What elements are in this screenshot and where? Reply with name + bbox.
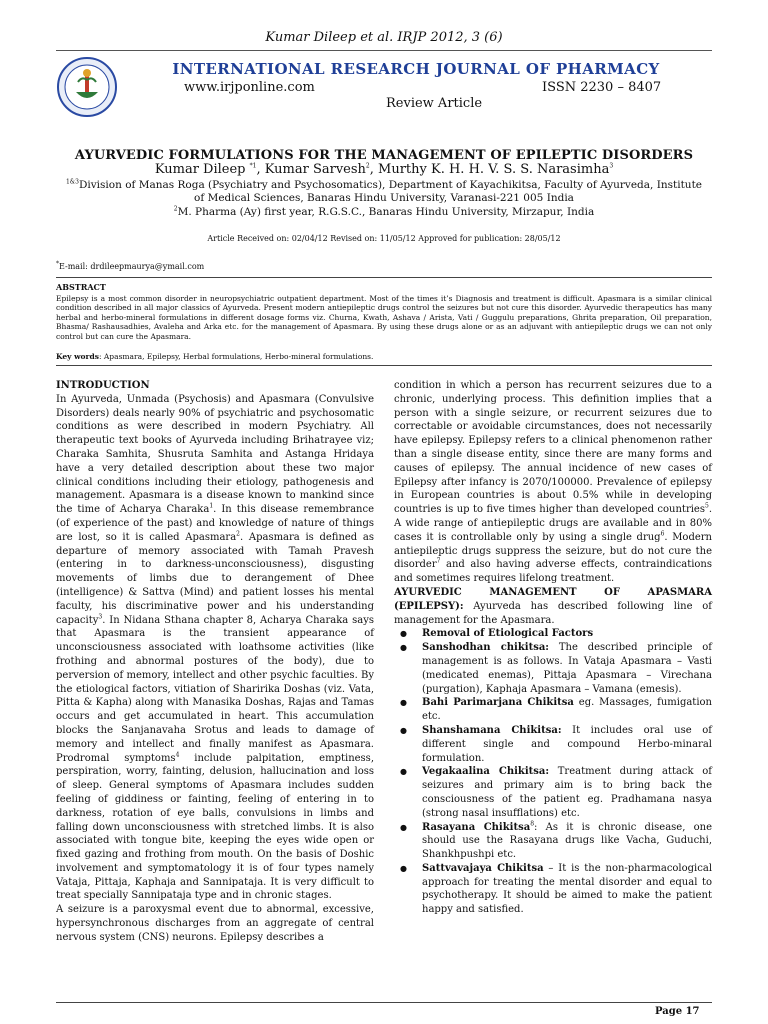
intro-p3-text-d: and also having adverse effects, contraindications and sometimes requires lifelong treatment.	[394, 559, 712, 585]
header-rule	[56, 50, 712, 51]
article-type: Review Article	[386, 96, 483, 111]
intro-paragraph-1	[56, 393, 374, 903]
ref-6: 6	[660, 530, 665, 538]
journal-title: INTERNATIONAL RESEARCH JOURNAL OF PHARMACY	[172, 60, 660, 78]
intro-paragraph-2: A seizure is a paroxysmal event due to abnormal, excessive, hypersynchronous discharges from an aggregate of central nervous system (CNS) neurons. Epilepsy describes a	[56, 904, 374, 943]
keywords-label: Key words	[56, 352, 99, 361]
management-heading: AYURVEDIC MANAGEMENT OF APASMARA (EPILEPSY):	[394, 586, 712, 612]
intro-p3-text-c: . Modern antiepileptic drugs suppress the seizure, but do not cure the disorder	[394, 531, 712, 571]
intro-p1-text-b: . In this disease remembrance (of experience of the past) and knowledge of nature of things are lost, so it is called Apasmara	[56, 504, 374, 543]
email-marker: *	[56, 260, 59, 268]
article-dates: Article Received on: 02/04/12 Revised on: 11/05/12 Approved for publication: 28/05/12	[207, 234, 561, 243]
list-item-label: Vegakaalina Chikitsa:	[422, 766, 550, 778]
list-item-label: Shanshamana Chikitsa:	[422, 724, 562, 736]
running-head: Kumar Dileep et al. IRJP 2012, 3 (6)	[265, 30, 503, 45]
intro-paragraph-3	[394, 379, 712, 586]
abstract-bottom-rule	[56, 365, 712, 366]
affiliation-1	[60, 179, 708, 205]
list-item-ref: 8	[530, 820, 535, 828]
journal-issn: ISSN 2230 – 8407	[542, 80, 662, 95]
list-item-label: Sattvavajaya Chikitsa	[422, 862, 544, 874]
author-2: , Kumar Sarvesh	[256, 162, 366, 177]
list-item	[394, 765, 712, 820]
intro-p1-text-a: In Ayurveda, Unmada (Psychosis) and Apasmara (Convulsive Disorders) deals nearly 90% of psychiatric and psychosomatic conditions as were described in modern Psychiatry. All therapeutic text books of Ayurveda including Brihatrayee viz; Charaka Samhita, Shusruta Samhita and Astanga Hridaya have a very detailed description about these two major clinical conditions including their etiology, pathogenesis and management. Apasmara is a disease known to mankind since the time of Acharya Charaka	[56, 393, 374, 516]
management-list	[394, 627, 712, 917]
list-item-text: The described principle of management is as follows. In Vataja Apasmara – Vasti (medicated enemas), Pittaja Apasmara – Virechana (purgation), Kaphaja Apasmara – Vamana (emesis).	[422, 642, 713, 695]
abstract-text: Epilepsy is a most common disorder in neuropsychiatric outpatient department. Most of the times it’s Diagnosis and treatment is difficult. Apasmara is a similar clinical condition described in all major classics of Ayurveda. Present modern antiepileptic drugs control the seizures but not cure this disorder. Ayurvedic therapeutics has many herbal and herbo-mineral formulations in different dosage forms viz. Churna, Kwath, Ashava / Arista, Vati / Guggulu preparations, Ghrita preparation, Oil preparation, Bhasma/ Rashausadhies, Avaleha and Arka etc. for the management of Apasmara. By using these drugs alone or as an adjuvant with antiepileptic drugs we can not only control but can cure the Apasmara.	[56, 294, 712, 341]
affiliation-1-marker: 1&3	[65, 178, 79, 186]
affiliation-2	[60, 206, 708, 219]
author-2-affil: 2	[365, 162, 370, 170]
list-item	[394, 821, 712, 862]
ref-1: 1	[209, 502, 214, 510]
footer-rule	[56, 1002, 712, 1003]
author-1: Kumar Dileep	[154, 162, 250, 177]
abstract-top-rule	[56, 277, 712, 278]
introduction-heading: INTRODUCTION	[56, 380, 150, 391]
list-item-label: Bahi Parimarjana Chikitsa	[422, 697, 574, 709]
journal-logo	[56, 56, 118, 118]
corresponding-email[interactable]	[56, 262, 204, 271]
list-item-text: – It is the non-pharmacological approach for treating the mental disorder and equal to psychotherapy. It should be aimed to make the patient happy and satisfied.	[422, 862, 713, 916]
author-3-affil: 3	[609, 162, 614, 170]
right-column	[394, 379, 712, 917]
ref-7: 7	[436, 558, 441, 566]
affiliation-2-marker: 2	[173, 205, 178, 213]
list-item	[394, 641, 712, 696]
ref-3: 3	[98, 613, 103, 621]
intro-p3-text-a: condition in which a person has recurrent seizures due to a chronic, underlying process. This definition implies that a person with a single seizure, or recurrent seizures due to correctable or avoidable circumstances, does not necessarily have epilepsy. Epilepsy refers to a clinical phenomenon rather than a single disease entity, since there are many forms and causes of epilepsy. The annual incidence of new cases of Epilepsy after infancy is 2070/100000. Prevalence of epilepsy in European countries is about 0.5% while in developing countries is up to five times higher than developed countries	[394, 380, 712, 516]
list-item-text: It includes oral use of different single and compound Herbo-minaral formulation.	[422, 724, 712, 764]
management-intro: Ayurveda has described following line of management for the Apasmara.	[394, 600, 712, 626]
keywords	[56, 352, 712, 361]
email-text: E-mail: drdileepmaurya@ymail.com	[59, 262, 205, 271]
list-item	[394, 724, 712, 765]
affiliation-1-text: Division of Manas Roga (Psychiatry and Psychosomatics), Department of Kayachikitsa, Faculty of Ayurveda, Institute of Medical Sciences, Banaras Hindu University, Varanasi-221 005 India	[78, 179, 703, 204]
intro-p3-text-b: . A wide range of antiepileptic drugs are available and in 80% cases it is controllable only by using a single drug	[394, 504, 712, 543]
intro-p1-text-e: include palpitation, emptiness, perspiration, worry, fainting, delusion, hallucination and loss of sleep. General symptoms of Apasmara includes sudden feeling of giddiness or fainting, feeling of entering in to darkness, rotation of eye balls, convulsions in limbs and falling down unconsciousness with stretched limbs. It is also associated with tongue bite, keeping the eyes wide open or fixed gazing and frothing from mouth. On the basis of Doshic involvement and symptomatology it is of four types namely Vataja, Pittaja, Kaphaja and Sannipataja. It is very difficult to treat specially Sannipataja type and in chronic stages.	[56, 752, 374, 902]
management-paragraph	[394, 586, 712, 627]
left-column	[56, 379, 374, 945]
article-title: AYURVEDIC FORMULATIONS FOR THE MANAGEMENT OF EPILEPTIC DISORDERS	[74, 148, 694, 163]
list-item-text: Treatment during attack of seizures and primary aim is to bring back the consciousness of the patient eg. Pradhamana nasya (strong nasal insufflations) etc.	[422, 766, 712, 819]
list-item-text: eg. Massages, fumigation etc.	[422, 697, 712, 723]
list-item-label: Rasayana Chikitsa	[422, 821, 531, 833]
list-item	[394, 627, 712, 641]
list-item-text: : As it is chronic disease, one should use the Rasayana drugs like Vacha, Guduchi, Shankhpushpi etc.	[422, 821, 712, 861]
ref-5: 5	[704, 502, 709, 510]
author-1-affil: *1	[249, 162, 257, 170]
abstract-heading: ABSTRACT	[56, 282, 106, 292]
intro-p1-text-d: . In Nidana Sthana chapter 8, Acharya Charaka says that Apasmara is the transient appearance of unconsciousness associated with loathsome activities (like frothing and abnormal postures of the body), due to perversion of memory, intellect and other psychic faculties. By the etiological factors, vitiation of Sharirika Doshas (viz. Vata, Pitta & Kapha) along with Manasika Doshas, Rajas and Tamas occurs and get accumulated in heart. This accumulation blocks the Sanjanavaha Srotus and leads to damage of memory and intellect and finally manifest as Apasmara. Prodromal symptoms	[56, 614, 374, 764]
intro-p1-text-c: . Apasmara is defined as departure of memory associated with Tamah Pravesh (entering in to darkness-unconsciousness), disgusting movements of limbs due to derangement of Dhee (intelligence) & Sattva (Mind) and patient losses his mental faculty, his discriminative power and his understanding capacity	[56, 531, 374, 626]
keywords-list: : Apasmara, Epilepsy, Herbal formulations, Herbo-mineral formulations.	[98, 352, 374, 361]
affiliation-2-text: M. Pharma (Ay) first year, R.G.S.C., Banaras Hindu University, Mirzapur, India	[177, 206, 595, 218]
list-item	[394, 862, 712, 917]
list-item-label: Sanshodhan chikitsa:	[422, 642, 550, 654]
ref-2: 2	[236, 530, 240, 538]
page-number: Page 17	[655, 1006, 700, 1017]
list-item-label: Removal of Etiological Factors	[422, 628, 594, 640]
journal-website[interactable]: www.irjponline.com	[184, 80, 315, 95]
list-item	[394, 696, 712, 724]
author-3: , Murthy K. H. H. V. S. S. Narasimha	[369, 162, 610, 177]
author-list	[0, 162, 768, 177]
ref-4: 4	[175, 751, 180, 759]
